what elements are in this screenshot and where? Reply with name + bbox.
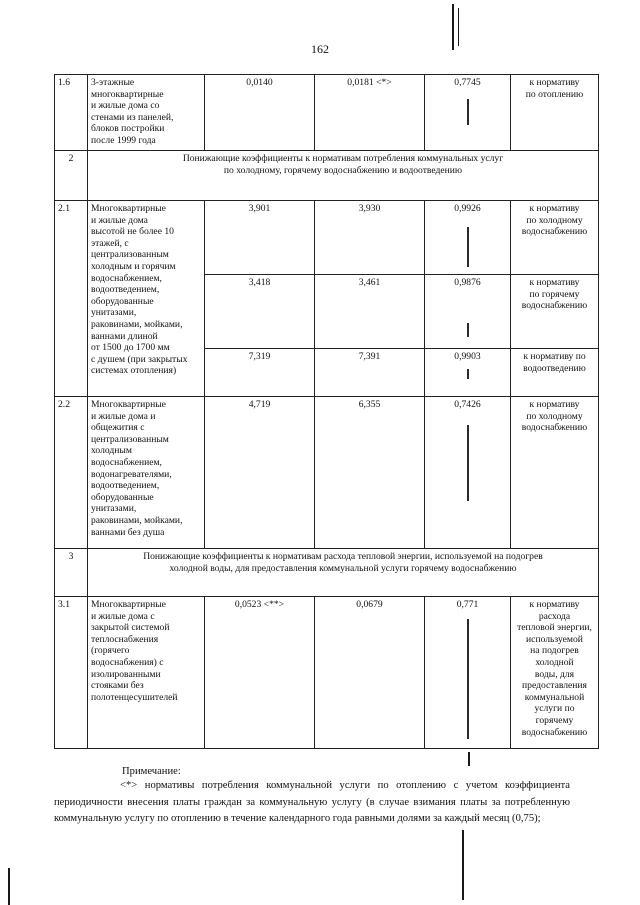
table-row-1-6 — [55, 75, 599, 151]
scan-line — [467, 323, 469, 337]
section-3-header — [55, 549, 599, 597]
value-1: 3,901 — [205, 201, 315, 275]
value-1: 7,319 — [205, 349, 315, 397]
section-number: 3 — [55, 549, 88, 597]
value-3: 0,771 — [456, 599, 479, 610]
value-2: 6,355 — [315, 397, 425, 549]
scan-artifact-bottom — [462, 830, 464, 900]
note-heading: Примечание: — [122, 766, 181, 777]
row-number: 2.2 — [55, 397, 88, 549]
value-3: 0,7745 — [454, 77, 481, 88]
norm-reference: к нормативу по водоотведению — [511, 349, 599, 397]
value-3-cell — [425, 75, 511, 151]
scan-line — [467, 99, 469, 125]
value-3: 0,9926 — [454, 203, 481, 214]
section-2-header — [55, 151, 599, 201]
value-1: 3,418 — [205, 275, 315, 349]
value-3-cell — [425, 597, 511, 749]
table-row-2-2 — [55, 397, 599, 549]
page-number: 162 — [311, 42, 329, 56]
row-description: Многоквартирные и жилые дома высотой не более 10 этажей, с централизованным холодным и горячим водоснабжением, водоотведением, оборудованные унитазами, раковинами, мойками, ваннами длиной от 1500 до 1700 мм с душем (при закрытых системах отопления) — [88, 201, 205, 397]
scan-line — [467, 619, 469, 739]
value-2: 0,0181 <*> — [315, 75, 425, 151]
value-3: 0,7426 — [454, 399, 481, 410]
section-title: Понижающие коэффициенты к нормативам расхода тепловой энергии, используемой на подогрев холодной воды, для предоставления коммунальной услуги горячему водоснабжению — [88, 549, 599, 597]
note-text: <*> нормативы потребления коммунальной услуги по отоплению с учетом коэффициента периодичности внесения платы граждан за коммунальную услугу (в случае взимания платы за потребленную коммунальную услугу по отоплению в течение календарного года равными долями за каждый месяц (0,75); — [54, 780, 570, 825]
value-2: 7,391 — [315, 349, 425, 397]
value-1: 0,0140 — [205, 75, 315, 151]
value-2: 3,461 — [315, 275, 425, 349]
value-2: 3,930 — [315, 201, 425, 275]
value-3-cell — [425, 349, 511, 397]
row-description: Многоквартирные и жилые дома с закрытой системой теплоснабжения (горячего водоснабжения) с изолированными стояками без полотенцесушителей — [88, 597, 205, 749]
scan-line — [467, 369, 469, 379]
section-number: 2 — [55, 151, 88, 201]
coefficients-table — [54, 74, 599, 749]
row-description: Многоквартирные и жилые дома и общежития с централизованным холодным водоснабжением, водонагревателями, водоотведением, оборудованные унитазами, раковинами, мойками, ваннами без душа — [88, 397, 205, 549]
scan-artifact-bottom-left — [8, 868, 10, 905]
value-2: 0,0679 — [315, 597, 425, 749]
scan-line — [467, 425, 469, 501]
norm-reference: к нормативу по холодному водоснабжению — [511, 201, 599, 275]
value-3: 0,9903 — [454, 351, 481, 362]
row-number: 1.6 — [55, 75, 88, 151]
value-3-cell — [425, 275, 511, 349]
norm-reference: к нормативу расхода тепловой энергии, используемой на подогрев холодной воды, для предоставления коммунальной услуги по горячему водоснабжению — [511, 597, 599, 749]
table-row-3-1 — [55, 597, 599, 749]
table-row-2-1-cold — [55, 201, 599, 275]
row-description: 3-этажные многоквартирные и жилые дома со стенами из панелей, блоков постройки после 1999 года — [88, 75, 205, 151]
value-1: 4,719 — [205, 397, 315, 549]
norm-reference: к нормативу по горячему водоснабжению — [511, 275, 599, 349]
section-title: Понижающие коэффициенты к нормативам потребления коммунальных услуг по холодному, горячему водоснабжению и водоотведению — [88, 151, 599, 201]
norm-reference: к нормативу по холодному водоснабжению — [511, 397, 599, 549]
value-3-cell — [425, 201, 511, 275]
scan-artifact-top-2 — [458, 8, 459, 46]
row-number: 3.1 — [55, 597, 88, 749]
value-1: 0,0523 <**> — [205, 597, 315, 749]
value-3: 0,9876 — [454, 277, 481, 288]
norm-reference: к нормативу по отоплению — [511, 75, 599, 151]
value-3-cell — [425, 397, 511, 549]
row-number: 2.1 — [55, 201, 88, 397]
scan-line — [467, 227, 469, 267]
